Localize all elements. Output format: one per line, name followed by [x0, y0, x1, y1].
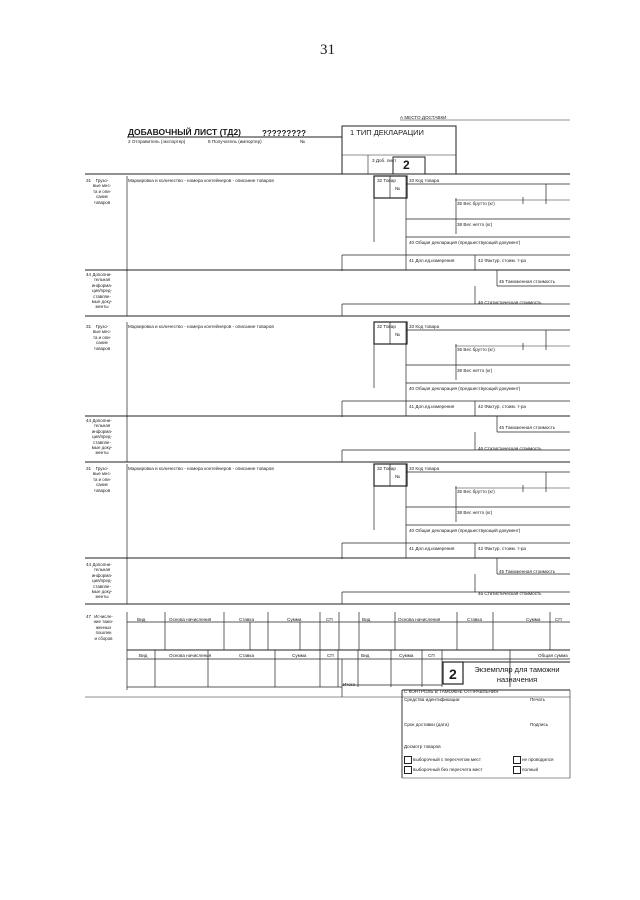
- not-performed-label: не проводился: [522, 757, 554, 762]
- delivery-deadline-label: Срок доставки (дата): [404, 722, 449, 727]
- net-weight-label: 38 Вес нетто (кг): [457, 368, 493, 373]
- box-31-number: 31: [86, 466, 92, 471]
- box-31-number: 31: [86, 178, 92, 183]
- sender-label: 2 Отправитель (экспортер): [128, 139, 186, 144]
- seal-label: Печать: [530, 697, 546, 702]
- payment-base-header: Основа начисления: [169, 617, 212, 622]
- statistical-value-label: 46 Статистическая стоимость: [478, 591, 542, 596]
- payment-sum-header: Сумма: [287, 617, 302, 622]
- payment-base-header: Основа начисления: [398, 617, 441, 622]
- checkbox-full[interactable]: [513, 766, 521, 774]
- box-31-number: 31: [86, 324, 92, 329]
- cargo-description-side-label: Грузо- вые мес- та и опи- сание товаров: [92, 178, 112, 205]
- extra-sheet-label: 3 Доб. лист: [372, 158, 397, 163]
- payment-base-header: Основа начисления: [169, 653, 212, 658]
- item-label: 32 Товар: [377, 324, 396, 329]
- box-44-number: 44: [86, 418, 92, 423]
- selective-without-count-label: выборочный без пересчета мест: [413, 767, 483, 772]
- payment-type-header: Вид: [139, 653, 148, 658]
- payment-sum-header: Сумма: [399, 653, 414, 658]
- commodity-code-label: 33 Код товара: [409, 466, 440, 471]
- statistical-value-label: 46 Статистическая стоимость: [478, 300, 542, 305]
- additional-unit-label: 41 Доп.ед.измерения: [409, 546, 455, 551]
- declaration-type-label: 1 ТИП ДЕКЛАРАЦИИ: [350, 128, 424, 137]
- statistical-value-label: 46 Статистическая стоимость: [478, 446, 542, 451]
- payment-method-header: СП: [428, 653, 435, 658]
- item-number-sign: №: [395, 186, 400, 191]
- payment-method-header: СП: [555, 617, 562, 622]
- customs-value-label: 45 Таможенная стоимость: [499, 425, 556, 430]
- form-title: ДОБАВОЧНЫЙ ЛИСТ (ТД2): [128, 127, 242, 137]
- additional-unit-label: 41 Доп.ед.измерения: [409, 404, 455, 409]
- payment-type-header: Вид: [362, 617, 371, 622]
- payment-rate-header: Ставка: [467, 617, 483, 622]
- previous-document-label: 40 Общая декларация (предшествующий документ): [409, 528, 521, 533]
- marking-label: Маркировка и количество - номера контейнеров - описание товаров: [128, 324, 274, 329]
- gross-weight-label: 35 Вес брутто (кг): [457, 347, 495, 352]
- number-sign: №: [300, 139, 305, 144]
- cargo-description-side-label: Грузо- вые мес- та и опи- сание товаров: [92, 324, 112, 351]
- checkbox-not-performed[interactable]: [513, 756, 521, 764]
- identification-means-label: Средства идентификации: [404, 697, 460, 702]
- copy-designation: Экземпляр для таможни назначения: [474, 665, 560, 684]
- form-title-code: ?????????: [262, 129, 306, 138]
- customs-value-label: 45 Таможенная стоимость: [499, 279, 556, 284]
- copy-number: 2: [449, 666, 457, 682]
- cargo-description-side-label: Грузо- вые мес- та и опи- сание товаров: [92, 466, 112, 493]
- gross-weight-label: 35 Вес брутто (кг): [457, 201, 495, 206]
- invoice-cost-label: 42 Фактур. стоим. т-ра: [478, 258, 526, 263]
- marking-label: Маркировка и количество - номера контейнеров - описание товаров: [128, 178, 274, 183]
- net-weight-label: 38 Вес нетто (кг): [457, 510, 493, 515]
- invoice-cost-label: 42 Фактур. стоим. т-ра: [478, 404, 526, 409]
- selective-with-count-label: выборочный с пересчетом мест: [413, 757, 481, 762]
- place-of-delivery-label: А МЕСТО ДОСТАВКИ: [400, 115, 447, 120]
- payment-rate-header: Ставка: [239, 617, 255, 622]
- payment-sum-header: Сумма: [526, 617, 541, 622]
- payment-method-header: СП: [327, 653, 334, 658]
- payment-method-header: СП: [326, 617, 333, 622]
- receiver-label: 8 Получатель (импортер): [208, 139, 262, 144]
- total-sum-label: Общая сумма: [538, 653, 568, 658]
- box-47-number: 47: [86, 614, 92, 619]
- previous-document-label: 40 Общая декларация (предшествующий документ): [409, 386, 521, 391]
- item-number-sign: №: [395, 332, 400, 337]
- total-label: Итого: [343, 682, 356, 687]
- additional-info-side-label: Дополни- тельная информа- ция/пред- ставляе- мые доку- менты: [91, 272, 113, 310]
- full-inspection-label: полный: [522, 767, 539, 772]
- control-title: С КОНТРОЛЬ В ТАМОЖНЕ ОТПРАВЛЕНИЯ: [404, 689, 499, 694]
- item-number-sign: №: [395, 474, 400, 479]
- net-weight-label: 38 Вес нетто (кг): [457, 222, 493, 227]
- item-label: 32 Товар: [377, 178, 396, 183]
- box-44-number: 44: [86, 562, 92, 567]
- payment-type-header: Вид: [137, 617, 146, 622]
- marking-label: Маркировка и количество - номера контейнеров - описание товаров: [128, 466, 274, 471]
- signature-label: Подпись: [530, 722, 549, 727]
- additional-unit-label: 41 Доп.ед.измерения: [409, 258, 455, 263]
- item-label: 32 Товар: [377, 466, 396, 471]
- invoice-cost-label: 42 Фактур. стоим. т-ра: [478, 546, 526, 551]
- sheet-number: 2: [403, 158, 410, 172]
- box-44-number: 44: [86, 272, 92, 277]
- previous-document-label: 40 Общая декларация (предшествующий документ): [409, 240, 521, 245]
- additional-info-side-label: Дополни- тельная информа- ция/пред- ставляе- мые доку- менты: [91, 562, 113, 600]
- payment-sum-header: Сумма: [292, 653, 307, 658]
- checkbox-selective-with-count[interactable]: [404, 756, 412, 764]
- customs-value-label: 45 Таможенная стоимость: [499, 569, 556, 574]
- additional-info-side-label: Дополни- тельная информа- ция/пред- ставляе- мые доку- менты: [91, 418, 113, 456]
- commodity-code-label: 33 Код товара: [409, 324, 440, 329]
- gross-weight-label: 35 Вес брутто (кг): [457, 489, 495, 494]
- checkbox-selective-without-count[interactable]: [404, 766, 412, 774]
- page-number: 31: [320, 42, 335, 58]
- commodity-code-label: 33 Код товара: [409, 178, 440, 183]
- goods-inspection-label: Досмотр товаров: [404, 744, 441, 749]
- payments-side-label: Исчисле- ние тамо- женных пошлин и сборов: [93, 614, 114, 641]
- payment-rate-header: Ставка: [239, 653, 255, 658]
- payment-type-header: Вид: [361, 653, 370, 658]
